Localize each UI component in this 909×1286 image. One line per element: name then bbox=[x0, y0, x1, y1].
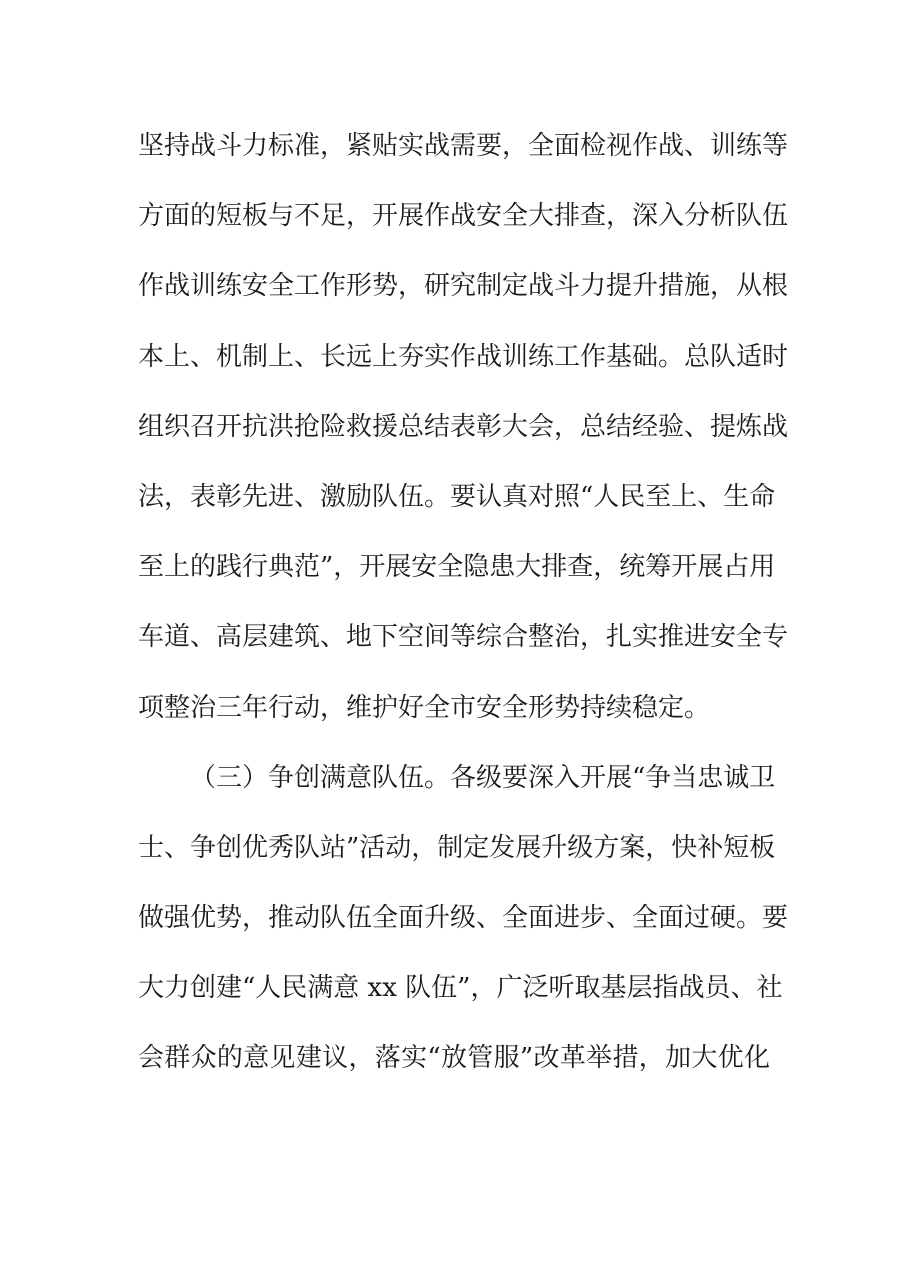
text-line: 作战训练安全工作形势，研究制定战斗力提升措施，从根 bbox=[138, 271, 789, 302]
text-line: 会群众的意见建议，落实“放管服”改革举措，加大优化 bbox=[138, 1043, 770, 1074]
section-heading-line: （三）争创满意队伍。各级要深入开展“争当忠诚卫 bbox=[190, 762, 776, 793]
text-line: 士、争创优秀队站”活动，制定发展升级方案，快补短板 bbox=[138, 832, 776, 863]
document-body bbox=[138, 118, 789, 1101]
paragraph-last-line: 项整治三年行动，维护好全市安全形势持续稳定。 bbox=[138, 692, 711, 723]
text-line: 至上的践行典范”，开展安全隐患大排查，统筹开展占用 bbox=[138, 552, 776, 583]
text-line: 车道、高层建筑、地下空间等综合整治，扎实推进安全专 bbox=[138, 622, 789, 653]
text-line: 坚持战斗力标准，紧贴实战需要，全面检视作战、训练等 bbox=[138, 131, 789, 161]
text-line: 方面的短板与不足，开展作战安全大排查，深入分析队伍 bbox=[138, 201, 789, 232]
text-line: 组织召开抗洪抢险救援总结表彰大会，总结经验、提炼战 bbox=[138, 411, 789, 442]
text-line: 本上、机制上、长远上夯实作战训练工作基础。总队适时 bbox=[138, 341, 789, 372]
text-line: 做强优势，推动队伍全面升级、全面进步、全面过硬。要 bbox=[138, 903, 789, 934]
text-line: 法，表彰先进、激励队伍。要认真对照“人民至上、生命 bbox=[138, 481, 776, 512]
text-line: 大力创建“人民满意 xx 队伍”，广泛听取基层指战员、社 bbox=[138, 973, 783, 1004]
